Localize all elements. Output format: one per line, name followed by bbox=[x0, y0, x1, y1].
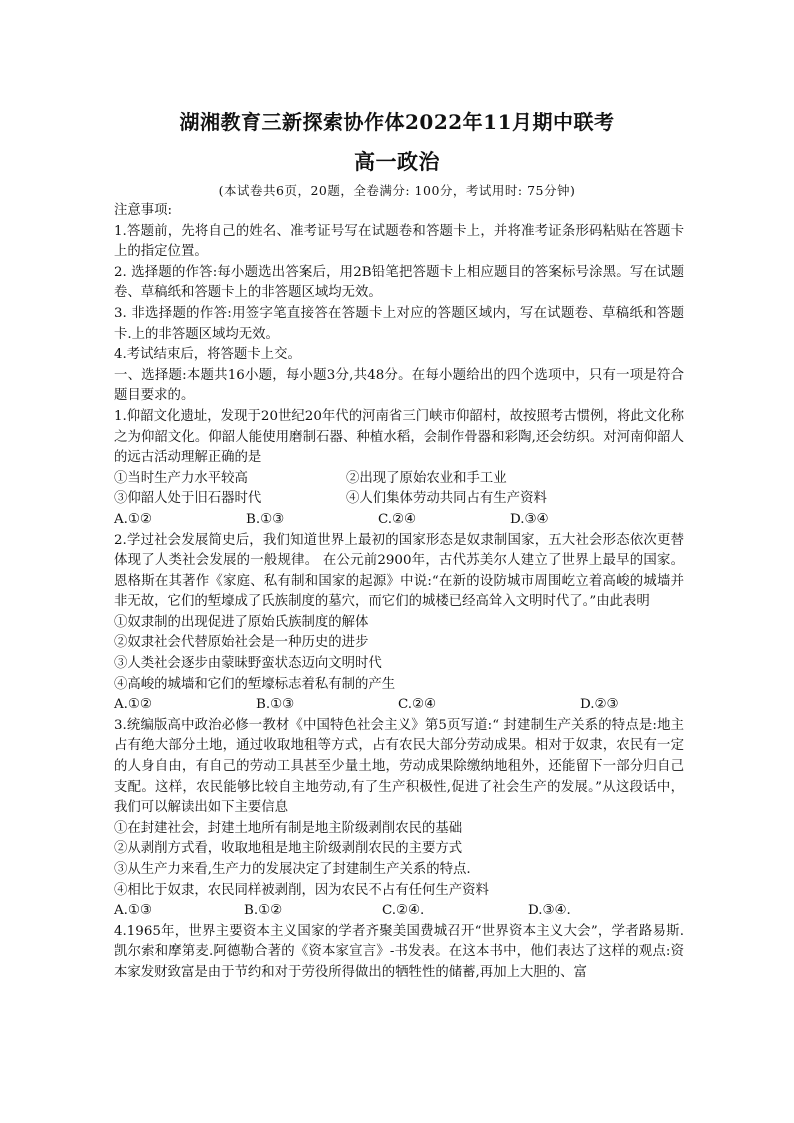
answer-choice: B.①③ bbox=[246, 511, 285, 527]
answer-choice: C.②④ bbox=[398, 697, 437, 713]
section-intro: 一、选择题:本题共16小题，每小题3分,共48分。在每小题给出的四个选项中，只有一项是符合题目要求的。 bbox=[114, 367, 684, 404]
answer-choice: D.③④ bbox=[510, 511, 549, 527]
answer-choice: B.①② bbox=[244, 903, 283, 919]
answer-choice: D.③④. bbox=[528, 903, 571, 919]
question-items bbox=[114, 489, 684, 510]
answer-choice: A.①③ bbox=[114, 903, 152, 919]
question-items bbox=[114, 469, 684, 490]
answer-choice: D.②③ bbox=[580, 697, 619, 713]
question-item: ②从剥削方式看，收取地租是地主阶级剥削农民的主要方式 bbox=[114, 841, 463, 857]
answer-choices bbox=[114, 695, 684, 716]
question-stem: 3.统编版高中政治必修一教材《中国特色社会主义》第5页写道:“ 封建制生产关系的特点是:地主占有绝大部分土地，通过收取地租等方式，占有农民大部分劳动成果。相对于奴隶，农民有一定的人身自由，有自己的劳动工具甚至少量土地，劳动成果除缴纳地租外，还能留下一部分归自己支配。这样，农民能够比较自主地劳动,有了生产积极性,促进了社会生产的发展。”从这段话中，我们可以解读出如下主要信息 bbox=[114, 717, 684, 816]
answer-choice: A.①② bbox=[114, 697, 152, 713]
note-item: 3. 非选择题的作答:用签字笔直接答在答题卡上对应的答题区域内，写在试题卷、草稿纸和答题卡.上的非答题区域均无效。 bbox=[114, 305, 684, 342]
exam-body bbox=[114, 201, 684, 984]
question-item: ①奴隶制的出现促进了原始氏族制度的解体 bbox=[114, 614, 369, 630]
question-item: ①当时生产力水平较高 bbox=[114, 470, 248, 486]
answer-choices bbox=[114, 510, 684, 531]
question-stem: 4.1965年，世界主要资本主义国家的学者齐聚美国费城召开“世界资本主义大会”，学者路易斯.凯尔索和摩第麦.阿德勒合著的《资本家宣言》-书发表。在这本书中，他们表达了这样的观点:资本家发财致富是由于节约和对于劳役所得做出的牺牲性的储蓄,再加上大胆的、富 bbox=[114, 923, 684, 980]
exam-subject: 高一政治 bbox=[354, 149, 440, 174]
exam-meta: (本试卷共6页，20题，全卷满分: 100分，考试用时: 75分钟) bbox=[218, 183, 576, 198]
answer-choice: A.①② bbox=[114, 511, 152, 527]
question-stem: 1.仰韶文化遗址，发现于20世纪20年代的河南省三门峡市仰韶村，故按照考古惯例，将此文化称之为仰韶文化。仰韶人能使用磨制石器、种植水稻，会制作骨器和彩陶,还会纺织。对河南仰韶人的远古活动理解正确的是 bbox=[114, 408, 684, 466]
question-item: ③从生产力来看,生产力的发展决定了封建制生产关系的特点. bbox=[114, 862, 471, 877]
notes-heading: 注意事项: bbox=[114, 203, 173, 218]
question-item: ②奴隶社会代替原始社会是一种历史的进步 bbox=[114, 635, 369, 651]
question-item: ①在封建社会，封建土地所有制是地主阶级剥削农民的基础 bbox=[114, 820, 463, 836]
question-item: ④高峻的城墙和它们的堑壕标志着私有制的产生 bbox=[114, 676, 396, 692]
question-item: ④人们集体劳动共同占有生产资料 bbox=[346, 491, 547, 507]
answer-choices bbox=[114, 901, 684, 922]
note-item: 1.答题前，先将自己的姓名、准考证号写在试题卷和答题卡上，并将准考证条形码粘贴在答题卡上的指定位置。 bbox=[114, 223, 684, 260]
question-item: ②出现了原始农业和手工业 bbox=[346, 470, 507, 486]
question-item: ③人类社会逐步由蒙昧野蛮状态迈向文明时代 bbox=[114, 656, 382, 672]
question-stem: 2.学过社会发展简史后，我们知道世界上最初的国家形态是奴隶制国家，五大社会形态依次更替体现了人类社会发展的一般规律。 在公元前2900年，古代苏美尔人建立了世界上最早的国家。恩格斯在其著作《家庭、私有制和国家的起源》中说:“在新的设防城市周围屹立着高峻的城墙并非无故，它们的堑壕成了氏族制度的墓穴，而它们的城楼已经高耸入文明时代了。”由此表明 bbox=[114, 532, 684, 610]
answer-choice: C.②④ bbox=[378, 511, 417, 527]
question-item: ④相比于奴隶，农民同样被剥削，因为农民不占有任何生产资料 bbox=[114, 882, 489, 898]
exam-title: 湖湘教育三新探索协作体2022年11月期中联考 bbox=[179, 110, 615, 134]
answer-choice: B.①③ bbox=[256, 697, 295, 713]
note-item: 4.考试结束后，将答题卡上交。 bbox=[114, 347, 301, 363]
question-item: ③仰韶人处于旧石器时代 bbox=[114, 491, 262, 507]
note-item: 2. 选择题的作答:每小题选出答案后，用2B铅笔把答题卡上相应题目的答案标号涂黑。写在试题卷、草稿纸和答题卡上的非答题区域均无效。 bbox=[114, 264, 684, 301]
answer-choice: C.②④. bbox=[382, 903, 425, 919]
